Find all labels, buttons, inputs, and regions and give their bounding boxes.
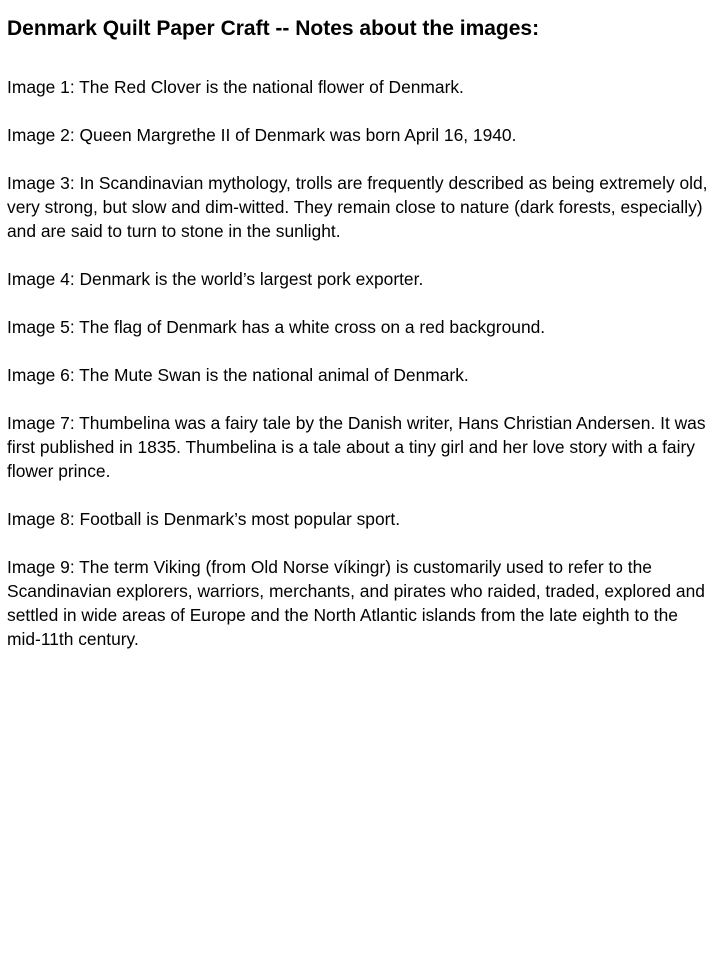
note-image-4: Image 4: Denmark is the world’s largest pork exporter.	[7, 269, 424, 289]
note-image-9: Image 9: The term Viking (from Old Norse víkingr) is customarily used to refer to the Scandinavian explorers, warriors, merchants, and pirates who raided, traded, explored and settled in wide areas of Europe and the North Atlantic islands from the late eighth to the mid-11th century.	[7, 557, 705, 649]
note-image-2: Image 2: Queen Margrethe II of Denmark was born April 16, 1940.	[7, 125, 517, 145]
note-image-5: Image 5: The flag of Denmark has a white cross on a red background.	[7, 317, 546, 337]
document-title: Denmark Quilt Paper Craft -- Notes about the images:	[7, 17, 540, 40]
note-image-7: Image 7: Thumbelina was a fairy tale by the Danish writer, Hans Christian Andersen. It was first published in 1835. Thumbelina is a tale about a tiny girl and her love story with a fairy flower prince.	[7, 413, 706, 481]
note-image-3: Image 3: In Scandinavian mythology, trolls are frequently described as being extremely old, very strong, but slow and dim-witted. They remain close to nature (dark forests, especially) and are said to turn to stone in the sunlight.	[7, 173, 708, 241]
note-image-1: Image 1: The Red Clover is the national flower of Denmark.	[7, 77, 464, 97]
note-image-6: Image 6: The Mute Swan is the national animal of Denmark.	[7, 365, 469, 385]
note-image-8: Image 8: Football is Denmark’s most popular sport.	[7, 509, 401, 529]
document-page	[7, 14, 713, 675]
